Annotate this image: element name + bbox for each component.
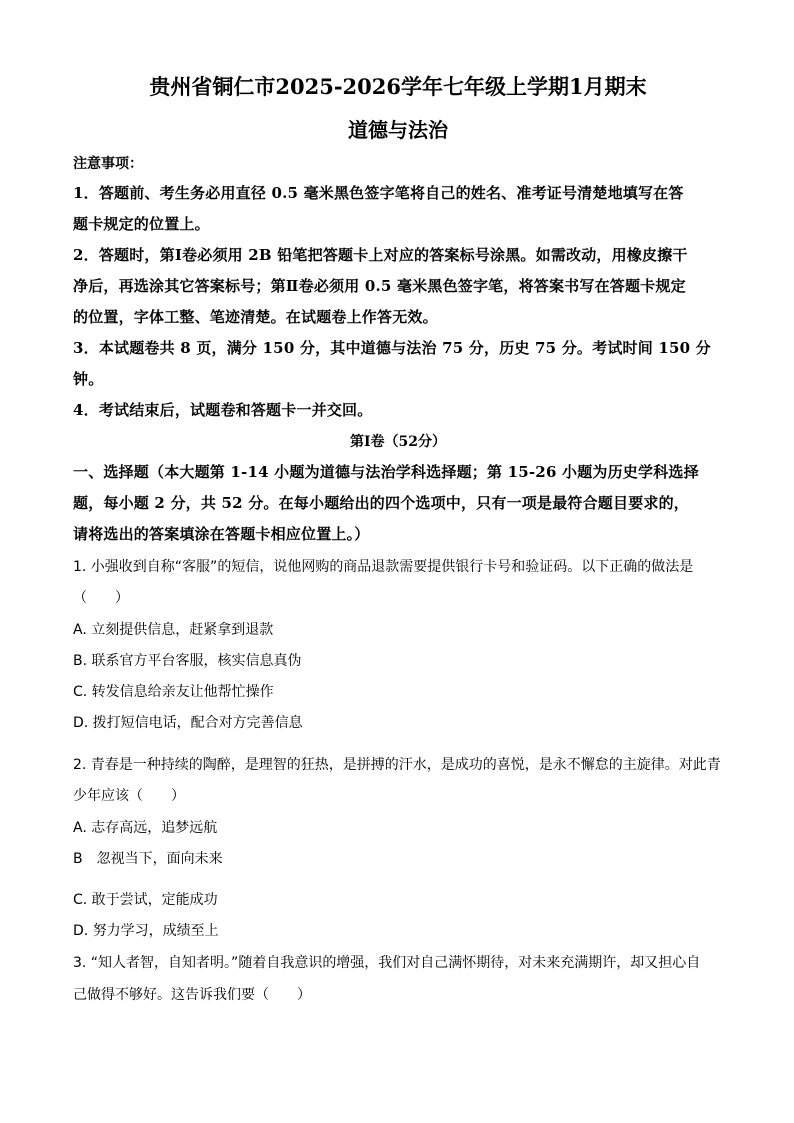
- question-1-stem-cont: （ ）: [73, 590, 129, 606]
- question-2-stem: 2. 青春是一种持续的陶醉，是理智的狂热，是拼搏的汗水，是成功的喜悦，是永不懈怠的主旋律。对此青: [73, 757, 721, 773]
- notes-line: 的位置，字体工整、笔迹清楚。在试题卷上作答无效。: [73, 308, 438, 326]
- exam-title: 贵州省铜仁市2025-2026学年七年级上学期1月期末: [149, 74, 647, 99]
- section-intro-line: 一、选择题（本大题第 1-14 小题为道德与法治学科选择题；第 15-26 小题为历史学科选择: [73, 463, 699, 481]
- section-intro-line: 题，每小题 2 分，共 52 分。在每小题给出的四个选项中，只有一项是最符合题目要求的，: [73, 494, 690, 512]
- section-title: 第Ⅰ卷（52分）: [349, 434, 447, 450]
- question-1-option-b: B. 联系官方平台客服，核实信息真伪: [73, 653, 302, 669]
- notes-line: 3．本试题卷共 8 页，满分 150 分，其中道德与法治 75 分，历史 75 分。考试时间 150 分: [73, 339, 711, 357]
- question-3-stem: 3. “知人者智，自知者明。”随着自我意识的增强，我们对自己满怀期待，对未来充满期许，却又担心自: [73, 955, 701, 971]
- notes-heading: 注意事项：: [73, 156, 143, 172]
- subject-title: 道德与法治: [348, 118, 448, 142]
- question-1-option-d: D. 拨打短信电话，配合对方完善信息: [73, 715, 303, 731]
- question-2-option-d: D. 努力学习，成绩至上: [73, 923, 219, 939]
- notes-line: 净后，再选涂其它答案标号；第Ⅱ卷必须用 0.5 毫米黑色签字笔，将答案书写在答题卡规定: [73, 277, 686, 295]
- notes-line: 钟。: [73, 370, 104, 388]
- question-2-option-c: C. 敢于尝试，定能成功: [73, 892, 218, 908]
- question-2-option-a: A. 志存高远，追梦远航: [73, 820, 218, 836]
- question-1-option-c: C. 转发信息给亲友让他帮忙操作: [73, 684, 274, 700]
- section-intro-line: 请将选出的答案填涂在答题卡相应位置上。）: [73, 525, 370, 543]
- notes-line: 1．答题前、考生务必用直径 0.5 毫米黑色签字笔将自己的姓名、准考证号清楚地填写在答: [73, 184, 684, 202]
- question-3-stem-cont: 己做得不够好。这告诉我们要（ ）: [73, 987, 311, 1003]
- question-1-option-a: A. 立刻提供信息，赶紧拿到退款: [73, 622, 274, 638]
- notes-line: 4．考试结束后，试题卷和答题卡一并交回。: [73, 401, 373, 419]
- notes-line: 题卡规定的位置上。: [73, 215, 210, 233]
- question-1-stem: 1. 小强收到自称“客服”的短信，说他网购的商品退款需要提供银行卡号和验证码。以下正确的做法是: [73, 559, 694, 575]
- question-2-option-b: B 忽视当下，面向未来: [73, 851, 223, 867]
- notes-line: 2．答题时，第Ⅰ卷必须用 2B 铅笔把答题卡上对应的答案标号涂黑。如需改动，用橡皮擦干: [73, 246, 688, 264]
- question-2-stem-cont: 少年应该（ ）: [73, 788, 185, 804]
